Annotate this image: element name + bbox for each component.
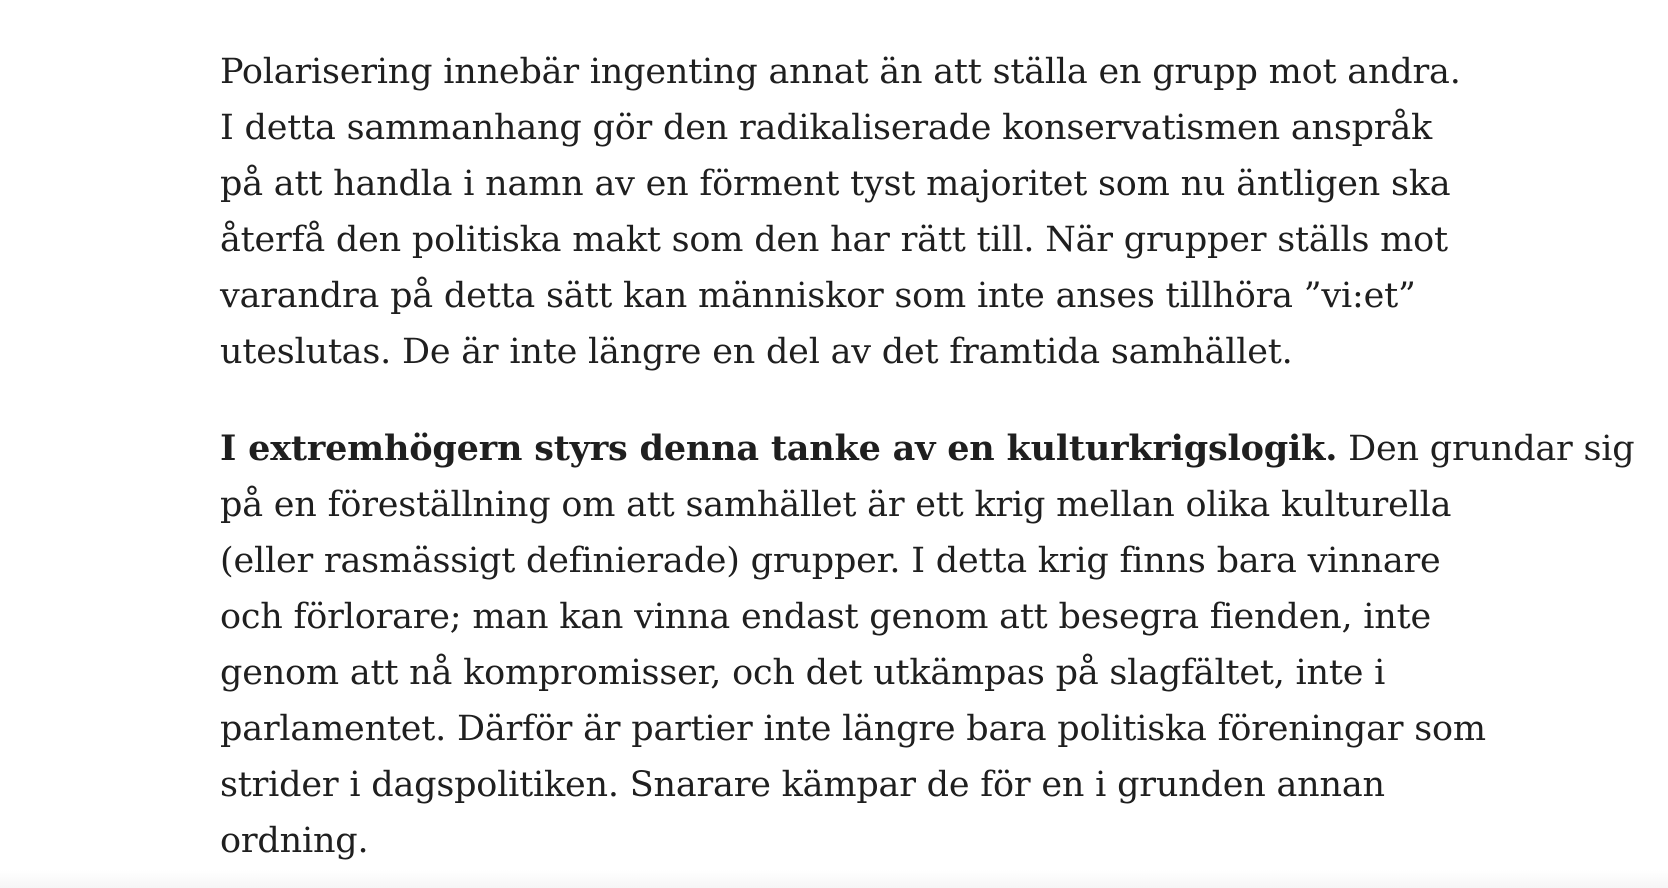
bold-lead-sentence: I extremhögern styrs denna tanke av en kulturkrigslogik. bbox=[220, 428, 1338, 469]
text-line: I detta sammanhang gör den radikaliserade konservatismen anspråk bbox=[220, 108, 1433, 148]
text-line: uteslutas. De är inte längre en del av det framtida samhället. bbox=[220, 332, 1293, 372]
text-line: återfå den politiska makt som den har rätt till. När grupper ställs mot bbox=[220, 220, 1448, 260]
text-line: parlamentet. Därför är partier inte längre bara politiska föreningar som bbox=[220, 709, 1486, 749]
text-line: genom att nå kompromisser, och det utkämpas på slagfältet, inte i bbox=[220, 653, 1386, 693]
text-line: strider i dagspolitiken. Snarare kämpar de för en i grunden annan bbox=[220, 765, 1385, 805]
text-line: på en föreställning om att samhället är ett krig mellan olika kulturella bbox=[220, 485, 1452, 525]
lead-line-continuation: Den grundar sig bbox=[1337, 429, 1635, 469]
text-line bbox=[220, 421, 1635, 477]
paragraph-kulturkrigslogik bbox=[220, 421, 1635, 869]
text-line: ordning. bbox=[220, 821, 369, 861]
text-line: Polarisering innebär ingenting annat än att ställa en grupp mot andra. bbox=[220, 52, 1461, 92]
text-line: och förlorare; man kan vinna endast genom att besegra fienden, inte bbox=[220, 597, 1432, 637]
text-line: (eller rasmässigt definierade) grupper. I detta krig finns bara vinnare bbox=[220, 541, 1441, 581]
article-body bbox=[220, 44, 1635, 869]
text-line: varandra på detta sätt kan människor som inte anses tillhöra ”vi:et” bbox=[220, 276, 1416, 316]
text-line: på att handla i namn av en förment tyst majoritet som nu äntligen ska bbox=[220, 164, 1451, 204]
bottom-fade bbox=[0, 870, 1668, 888]
paragraph-polarisering bbox=[220, 44, 1470, 380]
